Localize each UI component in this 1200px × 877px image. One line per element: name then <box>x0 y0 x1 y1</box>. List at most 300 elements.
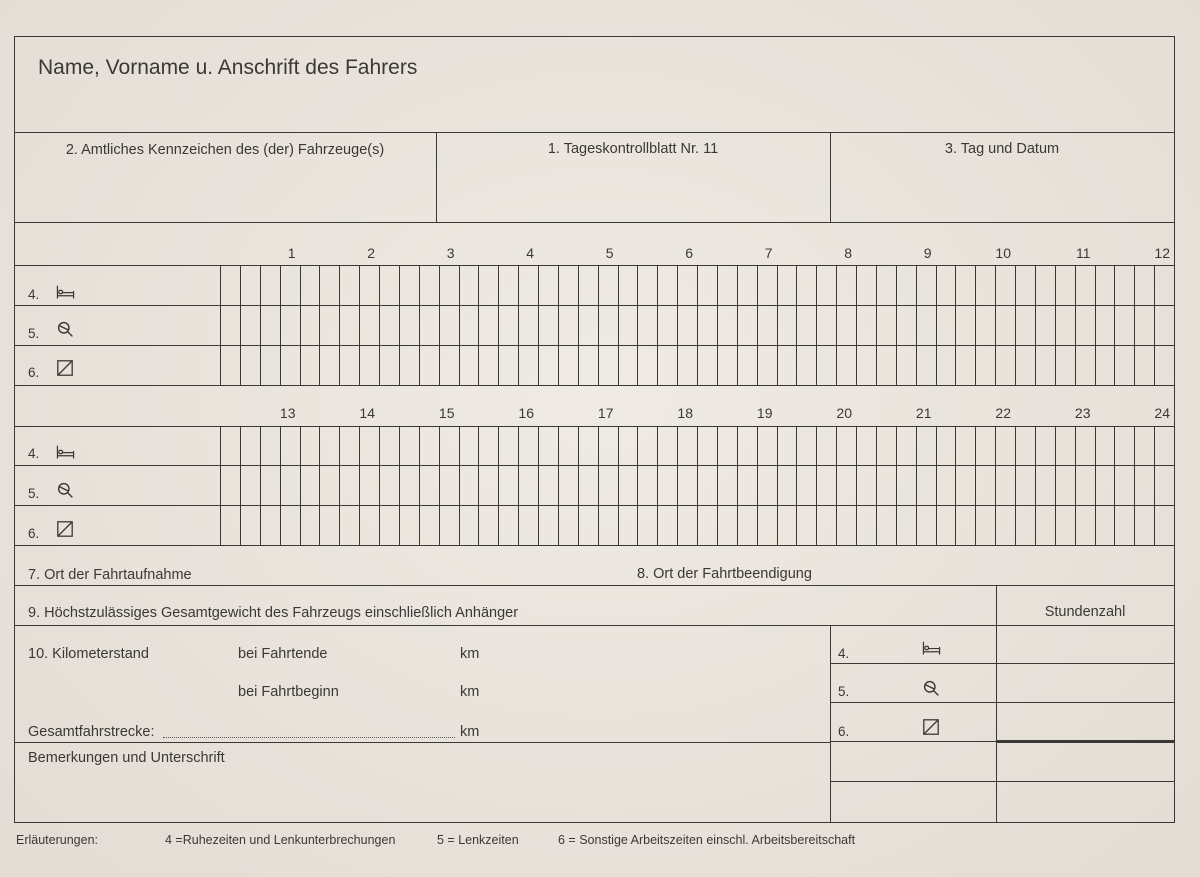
quarter-hour-cell <box>538 305 558 345</box>
hour-label: 18 <box>677 405 693 421</box>
hour-label: 8 <box>844 245 852 261</box>
quarter-hour-cell <box>1134 505 1154 545</box>
quarter-hour-cell <box>419 426 439 465</box>
quarter-hour-cell <box>955 265 975 305</box>
time-grid-row-other-work <box>220 505 1174 545</box>
quarter-hour-cell <box>1075 505 1095 545</box>
quarter-hour-cell <box>757 305 777 345</box>
quarter-hour-cell <box>220 426 240 465</box>
start-location-label: 7. Ort der Fahrtaufnahme <box>28 567 192 583</box>
quarter-hour-cell <box>896 265 916 305</box>
steering-wheel-icon <box>923 680 939 696</box>
quarter-hour-cell <box>459 505 478 545</box>
quarter-hour-cell <box>319 305 339 345</box>
quarter-hour-cell <box>618 465 637 505</box>
quarter-hour-cell <box>975 465 995 505</box>
total-distance-label: Gesamtfahrstrecke: <box>28 724 155 740</box>
quarter-hour-cell <box>339 426 359 465</box>
quarter-hour-cell <box>538 265 558 305</box>
quarter-hour-cell <box>777 305 796 345</box>
quarter-hour-cell <box>955 305 975 345</box>
quarter-hour-cell <box>975 345 995 385</box>
quarter-hour-cell <box>419 345 439 385</box>
quarter-hour-cell <box>220 465 240 505</box>
sheet-number-label: 1. Tageskontrollblatt Nr. 11 <box>547 141 719 157</box>
quarter-hour-cell <box>836 345 856 385</box>
quarter-hour-cell <box>717 505 737 545</box>
date-label: 3. Tag und Datum <box>944 141 1060 157</box>
quarter-hour-cell <box>697 345 717 385</box>
quarter-hour-cell <box>359 305 379 345</box>
mileage-start-label: bei Fahrtbeginn <box>238 684 339 700</box>
quarter-hour-cell <box>260 305 280 345</box>
hour-label: 10 <box>995 245 1011 261</box>
quarter-hour-cell <box>896 426 916 465</box>
quarter-hour-cell <box>260 265 280 305</box>
quarter-hour-cell <box>240 505 260 545</box>
quarter-hour-cell <box>618 505 637 545</box>
quarter-hour-cell <box>300 265 319 305</box>
quarter-hour-cell <box>399 505 419 545</box>
quarter-hour-cell <box>816 426 836 465</box>
quarter-hour-cell <box>319 426 339 465</box>
quarter-hour-cell <box>876 305 896 345</box>
quarter-hour-cell <box>697 426 717 465</box>
quarter-hour-cell <box>220 265 240 305</box>
hour-label: 9 <box>923 245 932 261</box>
quarter-hour-cell <box>737 265 757 305</box>
quarter-hour-cell <box>876 265 896 305</box>
hour-label: 7 <box>764 245 773 261</box>
row-divider <box>14 132 1175 133</box>
quarter-hour-cell <box>419 265 439 305</box>
quarter-hour-cell <box>737 305 757 345</box>
quarter-hour-cell <box>280 265 300 305</box>
quarter-hour-cell <box>1075 265 1095 305</box>
other-work-icon <box>57 360 73 376</box>
quarter-hour-cell <box>1035 505 1055 545</box>
quarter-hour-cell <box>618 345 637 385</box>
row-label-rest: 4. <box>28 287 40 302</box>
row-divider <box>14 222 1175 223</box>
quarter-hour-cell <box>936 305 955 345</box>
hour-label: 1 <box>287 245 296 261</box>
quarter-hour-cell <box>498 305 518 345</box>
quarter-hour-cell <box>339 305 359 345</box>
quarter-hour-cell <box>1035 426 1055 465</box>
quarter-hour-cell <box>936 465 955 505</box>
quarter-hour-cell <box>816 505 836 545</box>
quarter-hour-cell <box>538 345 558 385</box>
row-label-other-work: 6. <box>28 526 40 541</box>
quarter-hour-cell <box>1095 265 1114 305</box>
quarter-hour-cell <box>339 265 359 305</box>
quarter-hour-cell <box>657 265 677 305</box>
quarter-hour-cell <box>399 426 419 465</box>
quarter-hour-cell <box>896 305 916 345</box>
quarter-hour-cell <box>478 426 498 465</box>
time-grid-row-driving <box>220 305 1174 345</box>
quarter-hour-cell <box>816 465 836 505</box>
quarter-hour-cell <box>280 465 300 505</box>
quarter-hour-cell <box>319 345 339 385</box>
row-label-driving: 5. <box>28 486 40 501</box>
totals-sum-line <box>997 740 1175 743</box>
quarter-hour-cell <box>697 505 717 545</box>
quarter-hour-cell <box>498 345 518 385</box>
quarter-hour-cell <box>677 265 697 305</box>
row-label-other-work: 6. <box>28 365 40 380</box>
quarter-hour-cell <box>637 505 657 545</box>
quarter-hour-cell <box>637 426 657 465</box>
hour-label: 11 <box>1075 245 1091 261</box>
quarter-hour-cell <box>359 505 379 545</box>
quarter-hour-cell <box>916 426 936 465</box>
quarter-hour-cell <box>657 305 677 345</box>
totals-row-divider <box>830 781 1175 782</box>
quarter-hour-cell <box>1095 426 1114 465</box>
hour-label: 14 <box>359 405 375 421</box>
other-work-icon <box>57 521 73 537</box>
quarter-hour-cell <box>1015 345 1035 385</box>
quarter-hour-cell <box>300 505 319 545</box>
quarter-hour-cell <box>856 465 876 505</box>
quarter-hour-cell <box>1035 345 1055 385</box>
quarter-hour-cell <box>598 305 618 345</box>
quarter-hour-cell <box>1055 505 1075 545</box>
quarter-hour-cell <box>419 465 439 505</box>
hour-label: 21 <box>915 405 932 421</box>
quarter-hour-cell <box>936 505 955 545</box>
quarter-hour-cell <box>578 305 598 345</box>
quarter-hour-cell <box>637 265 657 305</box>
quarter-hour-cell <box>260 426 280 465</box>
quarter-hour-cell <box>598 265 618 305</box>
totals-row-divider <box>830 702 1175 703</box>
quarter-hour-cell <box>598 426 618 465</box>
quarter-hour-cell <box>677 426 697 465</box>
quarter-hour-cell <box>757 265 777 305</box>
quarter-hour-cell <box>757 505 777 545</box>
totals-row-divider <box>830 663 1175 664</box>
quarter-hour-cell <box>657 465 677 505</box>
quarter-hour-cell <box>558 345 578 385</box>
quarter-hour-cell <box>1095 345 1114 385</box>
quarter-hour-cell <box>936 426 955 465</box>
quarter-hour-cell <box>975 305 995 345</box>
quarter-hour-cell <box>955 505 975 545</box>
driver-name-label: Name, Vorname u. Anschrift des Fahrers <box>38 56 418 79</box>
quarter-hour-cell <box>319 505 339 545</box>
quarter-hour-cell <box>558 305 578 345</box>
hour-label: 17 <box>597 405 614 421</box>
quarter-hour-cell <box>339 505 359 545</box>
quarter-hour-cell <box>459 465 478 505</box>
quarter-hour-cell <box>717 465 737 505</box>
steering-wheel-icon <box>57 321 73 337</box>
quarter-hour-cell <box>697 465 717 505</box>
time-grid-row-other-work <box>220 345 1174 385</box>
vehicle-plate-label: 2. Amtliches Kennzeichen des (der) Fahrzeuge(s) <box>65 142 385 158</box>
quarter-hour-cell <box>896 505 916 545</box>
quarter-hour-cell <box>916 505 936 545</box>
quarter-hour-cell <box>220 345 240 385</box>
quarter-hour-cell <box>1134 426 1154 465</box>
quarter-hour-cell <box>260 345 280 385</box>
hour-label: 24 <box>1154 405 1170 421</box>
quarter-hour-cell <box>896 345 916 385</box>
quarter-hour-cell <box>836 426 856 465</box>
km-unit: km <box>460 684 480 700</box>
quarter-hour-cell <box>856 265 876 305</box>
quarter-hour-cell <box>498 265 518 305</box>
quarter-hour-cell <box>359 345 379 385</box>
quarter-hour-cell <box>1114 465 1134 505</box>
quarter-hour-cell <box>777 505 796 545</box>
legend-item-rest: 4 =Ruhezeiten und Lenkunterbrechungen <box>165 833 396 847</box>
quarter-hour-cell <box>757 345 777 385</box>
quarter-hour-cell <box>379 305 399 345</box>
quarter-hour-cell <box>439 426 459 465</box>
quarter-hour-cell <box>439 505 459 545</box>
quarter-hour-cell <box>995 345 1015 385</box>
quarter-hour-cell <box>598 505 618 545</box>
quarter-hour-cell <box>657 345 677 385</box>
quarter-hour-cell <box>598 345 618 385</box>
quarter-hour-cell <box>836 305 856 345</box>
quarter-hour-cell <box>399 345 419 385</box>
quarter-hour-cell <box>578 345 598 385</box>
quarter-hour-cell <box>717 305 737 345</box>
quarter-hour-cell <box>717 345 737 385</box>
max-weight-label: 9. Höchstzulässiges Gesamtgewicht des Fahrzeugs einschließlich Anhänger <box>28 605 519 621</box>
quarter-hour-cell <box>518 265 538 305</box>
quarter-hour-cell <box>558 426 578 465</box>
hour-label: 13 <box>279 405 296 421</box>
quarter-hour-cell <box>816 305 836 345</box>
hour-label: 19 <box>756 405 773 421</box>
row-divider <box>14 385 1175 386</box>
quarter-hour-cell <box>478 465 498 505</box>
quarter-hour-cell <box>439 345 459 385</box>
quarter-hour-cell <box>757 426 777 465</box>
quarter-hour-cell <box>796 465 816 505</box>
row-divider <box>14 585 1175 586</box>
quarter-hour-cell <box>836 505 856 545</box>
quarter-hour-cell <box>1095 465 1114 505</box>
quarter-hour-cell <box>677 465 697 505</box>
quarter-hour-cell <box>1075 465 1095 505</box>
quarter-hour-cell <box>995 465 1015 505</box>
quarter-hour-cell <box>1095 505 1114 545</box>
quarter-hour-cell <box>558 465 578 505</box>
quarter-hour-cell <box>1015 505 1035 545</box>
quarter-hour-cell <box>280 505 300 545</box>
hour-label: 15 <box>438 405 455 421</box>
quarter-hour-cell <box>1154 465 1174 505</box>
quarter-hour-cell <box>1154 265 1174 305</box>
quarter-hour-cell <box>916 465 936 505</box>
quarter-hour-cell <box>558 505 578 545</box>
quarter-hour-cell <box>1134 345 1154 385</box>
total-distance-line <box>163 737 455 738</box>
hour-label: 12 <box>1154 245 1170 261</box>
quarter-hour-cell <box>240 426 260 465</box>
quarter-hour-cell <box>637 465 657 505</box>
quarter-hour-cell <box>478 345 498 385</box>
row-label-driving: 5. <box>28 326 40 341</box>
quarter-hour-cell <box>995 505 1015 545</box>
quarter-hour-cell <box>478 265 498 305</box>
quarter-hour-cell <box>379 265 399 305</box>
quarter-hour-cell <box>578 465 598 505</box>
quarter-hour-cell <box>1035 265 1055 305</box>
quarter-hour-cell <box>955 345 975 385</box>
quarter-hour-cell <box>955 465 975 505</box>
quarter-hour-cell <box>1015 265 1035 305</box>
quarter-hour-cell <box>1095 305 1114 345</box>
quarter-hour-cell <box>220 505 240 545</box>
quarter-hour-cell <box>1075 305 1095 345</box>
hour-label: 22 <box>995 405 1011 421</box>
quarter-hour-cell <box>498 465 518 505</box>
quarter-hour-cell <box>657 505 677 545</box>
quarter-hour-cell <box>518 305 538 345</box>
quarter-hour-cell <box>916 305 936 345</box>
quarter-hour-cell <box>280 426 300 465</box>
quarter-hour-cell <box>359 265 379 305</box>
quarter-hour-cell <box>459 305 478 345</box>
quarter-hour-cell <box>1154 345 1174 385</box>
quarter-hour-cell <box>260 505 280 545</box>
quarter-hour-cell <box>538 465 558 505</box>
end-location-label: 8. Ort der Fahrtbeendigung <box>637 566 812 582</box>
quarter-hour-cell <box>856 345 876 385</box>
quarter-hour-cell <box>1154 505 1174 545</box>
quarter-hour-cell <box>777 345 796 385</box>
quarter-hour-cell <box>975 426 995 465</box>
quarter-hour-cell <box>737 426 757 465</box>
quarter-hour-cell <box>300 345 319 385</box>
remarks-label: Bemerkungen und Unterschrift <box>28 750 225 766</box>
quarter-hour-cell <box>379 465 399 505</box>
quarter-hour-cell <box>717 265 737 305</box>
quarter-hour-cell <box>1075 426 1095 465</box>
time-grid-row-rest <box>220 426 1174 465</box>
row-divider <box>14 545 1175 546</box>
mileage-end-label: bei Fahrtende <box>238 646 328 662</box>
time-grid-row-rest <box>220 265 1174 305</box>
quarter-hour-cell <box>777 265 796 305</box>
quarter-hour-cell <box>399 265 419 305</box>
quarter-hour-cell <box>856 505 876 545</box>
quarter-hour-cell <box>618 426 637 465</box>
quarter-hour-cell <box>816 345 836 385</box>
quarter-hour-cell <box>737 345 757 385</box>
quarter-hour-cell <box>379 345 399 385</box>
hours-total-label: Stundenzahl <box>1044 604 1126 620</box>
quarter-hour-cell <box>280 345 300 385</box>
time-grid-1 <box>220 265 1174 385</box>
quarter-hour-cell <box>459 265 478 305</box>
hour-label: 4 <box>526 245 534 261</box>
quarter-hour-cell <box>1134 265 1154 305</box>
quarter-hour-cell <box>1015 305 1035 345</box>
legend-item-driving: 5 = Lenkzeiten <box>437 833 519 847</box>
quarter-hour-cell <box>478 505 498 545</box>
km-unit: km <box>460 646 480 662</box>
quarter-hour-cell <box>459 345 478 385</box>
quarter-hour-cell <box>280 305 300 345</box>
quarter-hour-cell <box>737 505 757 545</box>
remarks-divider <box>14 742 830 743</box>
other-work-icon <box>923 719 939 735</box>
quarter-hour-cell <box>995 305 1015 345</box>
hour-label: 5 <box>605 245 614 261</box>
quarter-hour-cell <box>836 265 856 305</box>
quarter-hour-cell <box>558 265 578 305</box>
quarter-hour-cell <box>816 265 836 305</box>
quarter-hour-cell <box>955 426 975 465</box>
quarter-hour-cell <box>777 426 796 465</box>
quarter-hour-cell <box>677 505 697 545</box>
quarter-hour-cell <box>995 426 1015 465</box>
quarter-hour-cell <box>876 426 896 465</box>
hour-label: 23 <box>1074 405 1091 421</box>
quarter-hour-cell <box>618 305 637 345</box>
quarter-hour-cell <box>936 345 955 385</box>
quarter-hour-cell <box>836 465 856 505</box>
hour-label: 20 <box>836 405 852 421</box>
quarter-hour-cell <box>916 345 936 385</box>
quarter-hour-cell <box>876 505 896 545</box>
quarter-hour-cell <box>300 305 319 345</box>
quarter-hour-cell <box>677 305 697 345</box>
total-row-label-rest: 4. <box>838 646 850 661</box>
quarter-hour-cell <box>1075 345 1095 385</box>
quarter-hour-cell <box>856 305 876 345</box>
quarter-hour-cell <box>578 426 598 465</box>
quarter-hour-cell <box>1114 345 1134 385</box>
column-divider <box>830 625 831 822</box>
quarter-hour-cell <box>1154 426 1174 465</box>
quarter-hour-cell <box>796 505 816 545</box>
legend-item-other-work: 6 = Sonstige Arbeitszeiten einschl. Arbeitsbereitschaft <box>558 833 856 847</box>
quarter-hour-cell <box>896 465 916 505</box>
quarter-hour-cell <box>1114 305 1134 345</box>
time-grid-2 <box>220 426 1174 545</box>
quarter-hour-cell <box>439 465 459 505</box>
quarter-hour-cell <box>618 265 637 305</box>
quarter-hour-cell <box>478 305 498 345</box>
quarter-hour-cell <box>697 265 717 305</box>
hour-label: 3 <box>446 245 455 261</box>
quarter-hour-cell <box>1055 465 1075 505</box>
quarter-hour-cell <box>796 345 816 385</box>
row-divider <box>14 625 1175 626</box>
time-grid-row-driving <box>220 465 1174 505</box>
quarter-hour-cell <box>319 465 339 505</box>
quarter-hour-cell <box>518 345 538 385</box>
quarter-hour-cell <box>677 345 697 385</box>
quarter-hour-cell <box>657 426 677 465</box>
quarter-hour-cell <box>1055 265 1075 305</box>
quarter-hour-cell <box>319 265 339 305</box>
quarter-hour-cell <box>876 465 896 505</box>
quarter-hour-cell <box>260 465 280 505</box>
bed-icon <box>56 445 75 459</box>
quarter-hour-cell <box>419 505 439 545</box>
